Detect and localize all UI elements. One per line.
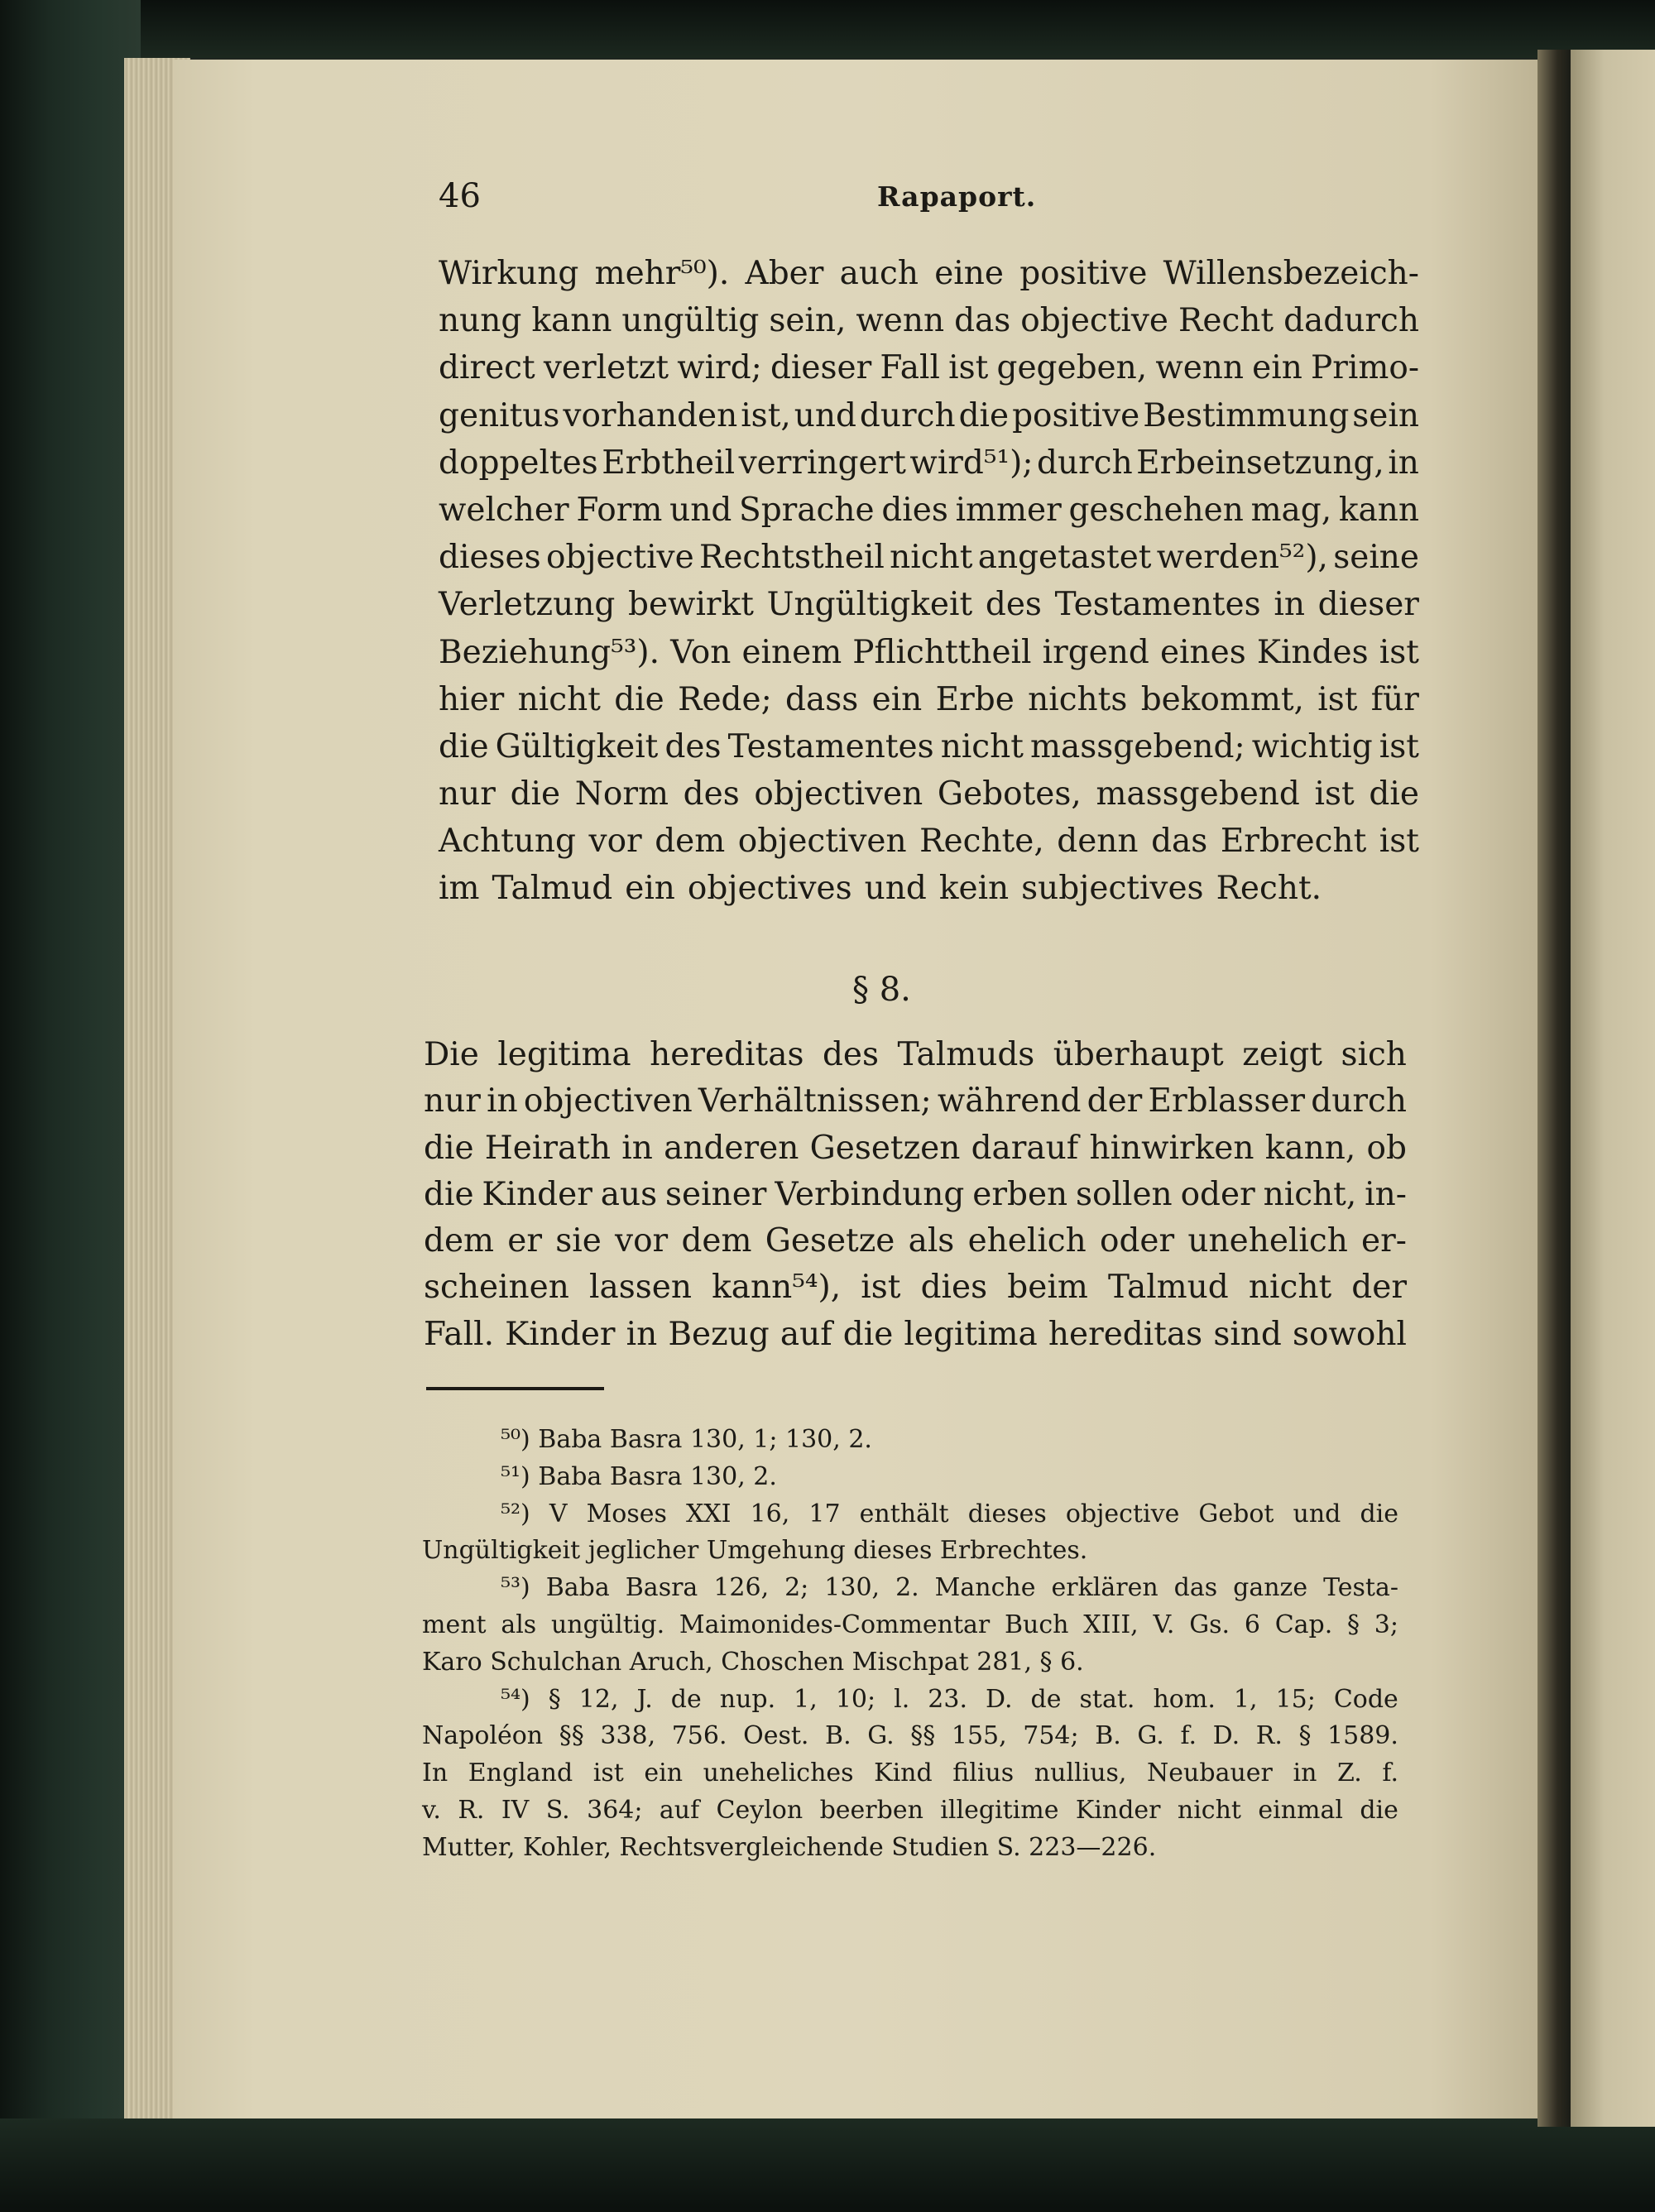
word: hereditas [1048, 1315, 1203, 1353]
word: sind [1213, 1315, 1282, 1353]
word: ein [1252, 349, 1302, 387]
book-gutter [1537, 50, 1571, 2127]
word: ist [1379, 727, 1419, 765]
word: Erbe [935, 680, 1015, 718]
word: Primo- [1311, 349, 1419, 387]
word: vor [615, 1222, 669, 1260]
word: dadurch [1283, 302, 1419, 340]
word: Gebotes, [937, 775, 1082, 813]
word: positive [1019, 255, 1148, 292]
word: dem [424, 1222, 495, 1260]
footnote-line: Ungültigkeit jeglicher Umgehung dieses Erbrechtes. [422, 1536, 1088, 1566]
word: ist [1314, 775, 1355, 813]
word: Die [424, 1036, 479, 1073]
word: dass [785, 680, 859, 718]
word: Von [670, 633, 732, 671]
word: welcher [439, 491, 569, 529]
word: genitus [439, 396, 560, 434]
word: dieser [1317, 586, 1419, 624]
word: ist, [741, 396, 791, 434]
word: hier [439, 680, 505, 718]
word: Wirkung [439, 255, 579, 292]
word: verletzt [543, 349, 669, 387]
word: sein [1352, 396, 1419, 434]
word: Bezug [668, 1315, 770, 1353]
footnote-line: Karo Schulchan Aruch, Choschen Mischpat 281, § 6. [422, 1647, 1084, 1677]
word: legitima [497, 1036, 631, 1073]
word: Sprache [738, 491, 875, 529]
word: zeigt [1242, 1036, 1322, 1073]
word: Talmuds [897, 1036, 1035, 1073]
word: durch [1311, 1082, 1407, 1120]
word: ob [1366, 1129, 1407, 1167]
word: dies [920, 1269, 988, 1307]
word: ist [1379, 633, 1419, 671]
word: Willensbezeich- [1163, 255, 1419, 292]
word: durch [859, 396, 956, 434]
footnote-line: ⁵²) V Moses XXI 16, 17 enthält dieses objective Gebot und die [501, 1499, 1398, 1528]
word: Ungültigkeit [766, 586, 973, 624]
word: und [669, 491, 732, 529]
word: Talmud [492, 870, 613, 908]
paragraph1-line [439, 770, 1419, 818]
word: nichts [1028, 680, 1128, 718]
paragraph2-line [424, 1264, 1407, 1311]
word: nung [439, 302, 522, 340]
word: denn [1057, 823, 1139, 861]
word: ein [871, 680, 923, 718]
word: ein [625, 870, 675, 908]
word: dem [681, 1222, 752, 1260]
word: ist [1317, 680, 1358, 718]
word: des [822, 1036, 880, 1073]
word: in [1388, 444, 1419, 482]
word: lassen [589, 1269, 692, 1307]
word: nur [439, 775, 496, 813]
word: ehelich [967, 1222, 1087, 1260]
word: seine [1333, 539, 1419, 577]
paragraph2-line [424, 1312, 1407, 1358]
word: nicht [517, 680, 601, 718]
word: er- [1361, 1222, 1407, 1260]
word: Form [576, 491, 663, 529]
word: das [1151, 823, 1208, 861]
word: immer [955, 491, 1062, 529]
word: aus [600, 1175, 658, 1213]
paragraph2-line [424, 1078, 1407, 1125]
word: objective [545, 539, 694, 577]
word: Bestimmung [1143, 396, 1350, 434]
word: ist [861, 1269, 901, 1307]
word: Rede; [678, 680, 772, 718]
word: überhaupt [1053, 1036, 1224, 1073]
word: kann, [1264, 1129, 1356, 1167]
word: die [842, 1315, 894, 1353]
word: Testamentes [1054, 586, 1261, 624]
word: Erblasser [1148, 1082, 1306, 1120]
word: und [794, 396, 856, 434]
word: Erbtheil [602, 444, 736, 482]
word: für [1370, 680, 1419, 718]
word: Verhältnissen; [698, 1082, 932, 1120]
word: in [626, 1315, 658, 1353]
word: angetastet [977, 539, 1152, 577]
word: sich [1341, 1036, 1407, 1073]
page-header [439, 177, 1403, 227]
word: vorhanden [563, 396, 738, 434]
word: in [487, 1082, 518, 1120]
word: in [1274, 586, 1305, 624]
word: legitima [904, 1315, 1038, 1353]
paragraph-1 [439, 250, 1419, 913]
word: subjectives [1021, 870, 1204, 908]
word: er [507, 1222, 542, 1260]
word: Recht. [1216, 870, 1322, 908]
word: kann [1338, 491, 1419, 529]
word: darauf [971, 1129, 1079, 1167]
paragraph1-line [439, 723, 1419, 770]
word: sie [555, 1222, 602, 1260]
word: doppeltes [439, 444, 598, 482]
word: sein, [769, 302, 847, 340]
word: unehelich [1187, 1222, 1348, 1260]
footnote-line: In England ist ein uneheliches Kind filius nullius, Neubauer in Z. f. [422, 1759, 1398, 1788]
word: die [424, 1129, 474, 1167]
word: Rechte, [919, 823, 1044, 861]
footnote-line: v. R. IV S. 364; auf Ceylon beerben illegitime Kinder nicht einmal die [422, 1795, 1398, 1825]
word: das [954, 302, 1011, 340]
word: Aber [745, 255, 824, 292]
word: Fall. [424, 1315, 495, 1353]
word: Talmud [1107, 1269, 1229, 1307]
running-title: Rapaport. [877, 180, 1037, 213]
word: geschehen [1068, 491, 1244, 529]
word: Recht [1178, 302, 1274, 340]
word: massgebend; [1030, 727, 1245, 765]
word: der [1351, 1269, 1407, 1307]
word: Erbeinsetzung, [1136, 444, 1384, 482]
word: nicht [940, 727, 1024, 765]
word: Gültigkeit [495, 727, 659, 765]
book-cover-top [0, 0, 1655, 58]
word: massgebend [1096, 775, 1300, 813]
word: bekommt, [1140, 680, 1304, 718]
word: hereditas [650, 1036, 804, 1073]
word: des [683, 775, 740, 813]
word: Gesetze [765, 1222, 895, 1260]
facing-page-edge [1571, 50, 1655, 2127]
footnote-line: Napoléon §§ 338, 756. Oest. B. G. §§ 155, 754; B. G. f. D. R. § 1589. [422, 1721, 1398, 1751]
word: wird⁵¹); [909, 444, 1034, 482]
word: beim [1007, 1269, 1088, 1307]
word: ungültig [621, 302, 760, 340]
word: sollen [1076, 1175, 1173, 1213]
word: nicht [890, 539, 973, 577]
word: Beziehung⁵³). [439, 633, 660, 671]
footnote-line: ⁵⁰) Baba Basra 130, 1; 130, 2. [501, 1425, 872, 1454]
word: als [908, 1222, 955, 1260]
word: die [424, 1175, 474, 1213]
paragraph1-line [439, 534, 1419, 581]
word: eines [1159, 633, 1246, 671]
word: nicht [1248, 1269, 1332, 1307]
word: einem [741, 633, 842, 671]
paragraph1-line [439, 581, 1419, 628]
word: auch [839, 255, 919, 292]
word: mehr⁵⁰). [594, 255, 730, 292]
word: und [864, 870, 927, 908]
word: Norm [574, 775, 669, 813]
paragraph1-line [439, 487, 1419, 534]
book-cover-left [0, 0, 141, 2212]
word: scheinen [424, 1269, 569, 1307]
word: die [510, 775, 561, 813]
word: Pflichttheil [852, 633, 1032, 671]
word: Erbrecht [1220, 823, 1367, 861]
paragraph1-line [439, 439, 1419, 487]
word: Kindes [1256, 633, 1369, 671]
word: irgend [1042, 633, 1149, 671]
word: durch [1037, 444, 1133, 482]
footnote-line: ⁵¹) Baba Basra 130, 2. [501, 1461, 777, 1491]
word: ist [948, 349, 989, 387]
paragraph1-line [439, 392, 1419, 439]
paragraph2-line [424, 1172, 1407, 1218]
word: während [937, 1082, 1082, 1120]
word: im [439, 870, 480, 908]
footnotes [422, 1422, 1398, 1867]
word: gegeben, [996, 349, 1148, 387]
word: nur [424, 1082, 481, 1120]
word: wichtig [1251, 727, 1373, 765]
word: dieses [439, 539, 541, 577]
paragraph1-line [439, 818, 1419, 865]
word: in- [1365, 1175, 1407, 1213]
word: objectiven [737, 823, 907, 861]
word: oder [1099, 1222, 1175, 1260]
footnote-rule [426, 1387, 604, 1390]
word: auf [780, 1315, 832, 1353]
paragraph1-line [439, 250, 1419, 297]
word: in [621, 1129, 653, 1167]
word: erben [972, 1175, 1068, 1213]
word: Rechtstheil [698, 539, 885, 577]
word: sowohl [1293, 1315, 1407, 1353]
word: Verbindung [775, 1175, 965, 1213]
paragraph1-line [439, 629, 1419, 676]
word: die [1369, 775, 1419, 813]
word: die [614, 680, 664, 718]
word: objectives [687, 870, 852, 908]
page-number: 46 [439, 177, 481, 215]
book-cover-bottom [0, 2118, 1655, 2212]
paragraph1-line [439, 344, 1419, 391]
paragraph2-line [424, 1125, 1407, 1172]
footnote-line: ⁵⁴) § 12, J. de nup. 1, 10; l. 23. D. de stat. hom. 1, 15; Code [501, 1684, 1398, 1714]
word: hinwirken [1089, 1129, 1254, 1167]
word: positive [1012, 396, 1140, 434]
footnote-line: ment als ungültig. Maimonides-Commentar Buch XIII, V. Gs. 6 Cap. § 3; [422, 1610, 1398, 1639]
word: dies [881, 491, 948, 529]
paragraph1-line [439, 865, 1419, 912]
word: seiner [665, 1175, 767, 1213]
word: ist [1379, 823, 1419, 861]
word: dem [655, 823, 726, 861]
paragraph-2 [424, 1032, 1407, 1358]
paragraph1-line [439, 676, 1419, 723]
word: die [439, 727, 489, 765]
word: kein [938, 870, 1010, 908]
word: die [958, 396, 1010, 434]
word: kann⁵⁴), [712, 1269, 842, 1307]
paragraph1-line [439, 297, 1419, 344]
word: des [985, 586, 1042, 624]
word: wird; [677, 349, 762, 387]
word: oder [1180, 1175, 1255, 1213]
word: des [664, 727, 722, 765]
footnote-line: ⁵³) Baba Basra 126, 2; 130, 2. Manche erklären das ganze Testa- [501, 1573, 1398, 1603]
footnote-line: Mutter, Kohler, Rechtsvergleichende Studien S. 223—226. [422, 1832, 1157, 1862]
paragraph2-line [424, 1032, 1407, 1078]
word: werden⁵²), [1156, 539, 1328, 577]
word: mag, [1250, 491, 1332, 529]
word: der [1087, 1082, 1143, 1120]
word: objective [1020, 302, 1169, 340]
word: wenn [856, 302, 945, 340]
word: Heirath [484, 1129, 612, 1167]
word: Verletzung [439, 586, 616, 624]
section-heading: § 8. [852, 971, 911, 1009]
word: Fall [880, 349, 941, 387]
word: objectiven [754, 775, 923, 813]
word: wenn [1155, 349, 1245, 387]
word: vor [588, 823, 642, 861]
word: Gesetzen [809, 1129, 961, 1167]
word: bewirkt [628, 586, 754, 624]
word: direct [439, 349, 535, 387]
word: anderen [664, 1129, 799, 1167]
word: kann [531, 302, 612, 340]
word: Testamentes [727, 727, 934, 765]
word: objectiven [523, 1082, 693, 1120]
word: nicht, [1263, 1175, 1357, 1213]
word: dieser [770, 349, 872, 387]
word: eine [934, 255, 1004, 292]
word: Kinder [482, 1175, 592, 1213]
paragraph2-line [424, 1218, 1407, 1264]
word: verringert [738, 444, 906, 482]
word: Achtung [439, 823, 576, 861]
word: Kinder [505, 1315, 616, 1353]
